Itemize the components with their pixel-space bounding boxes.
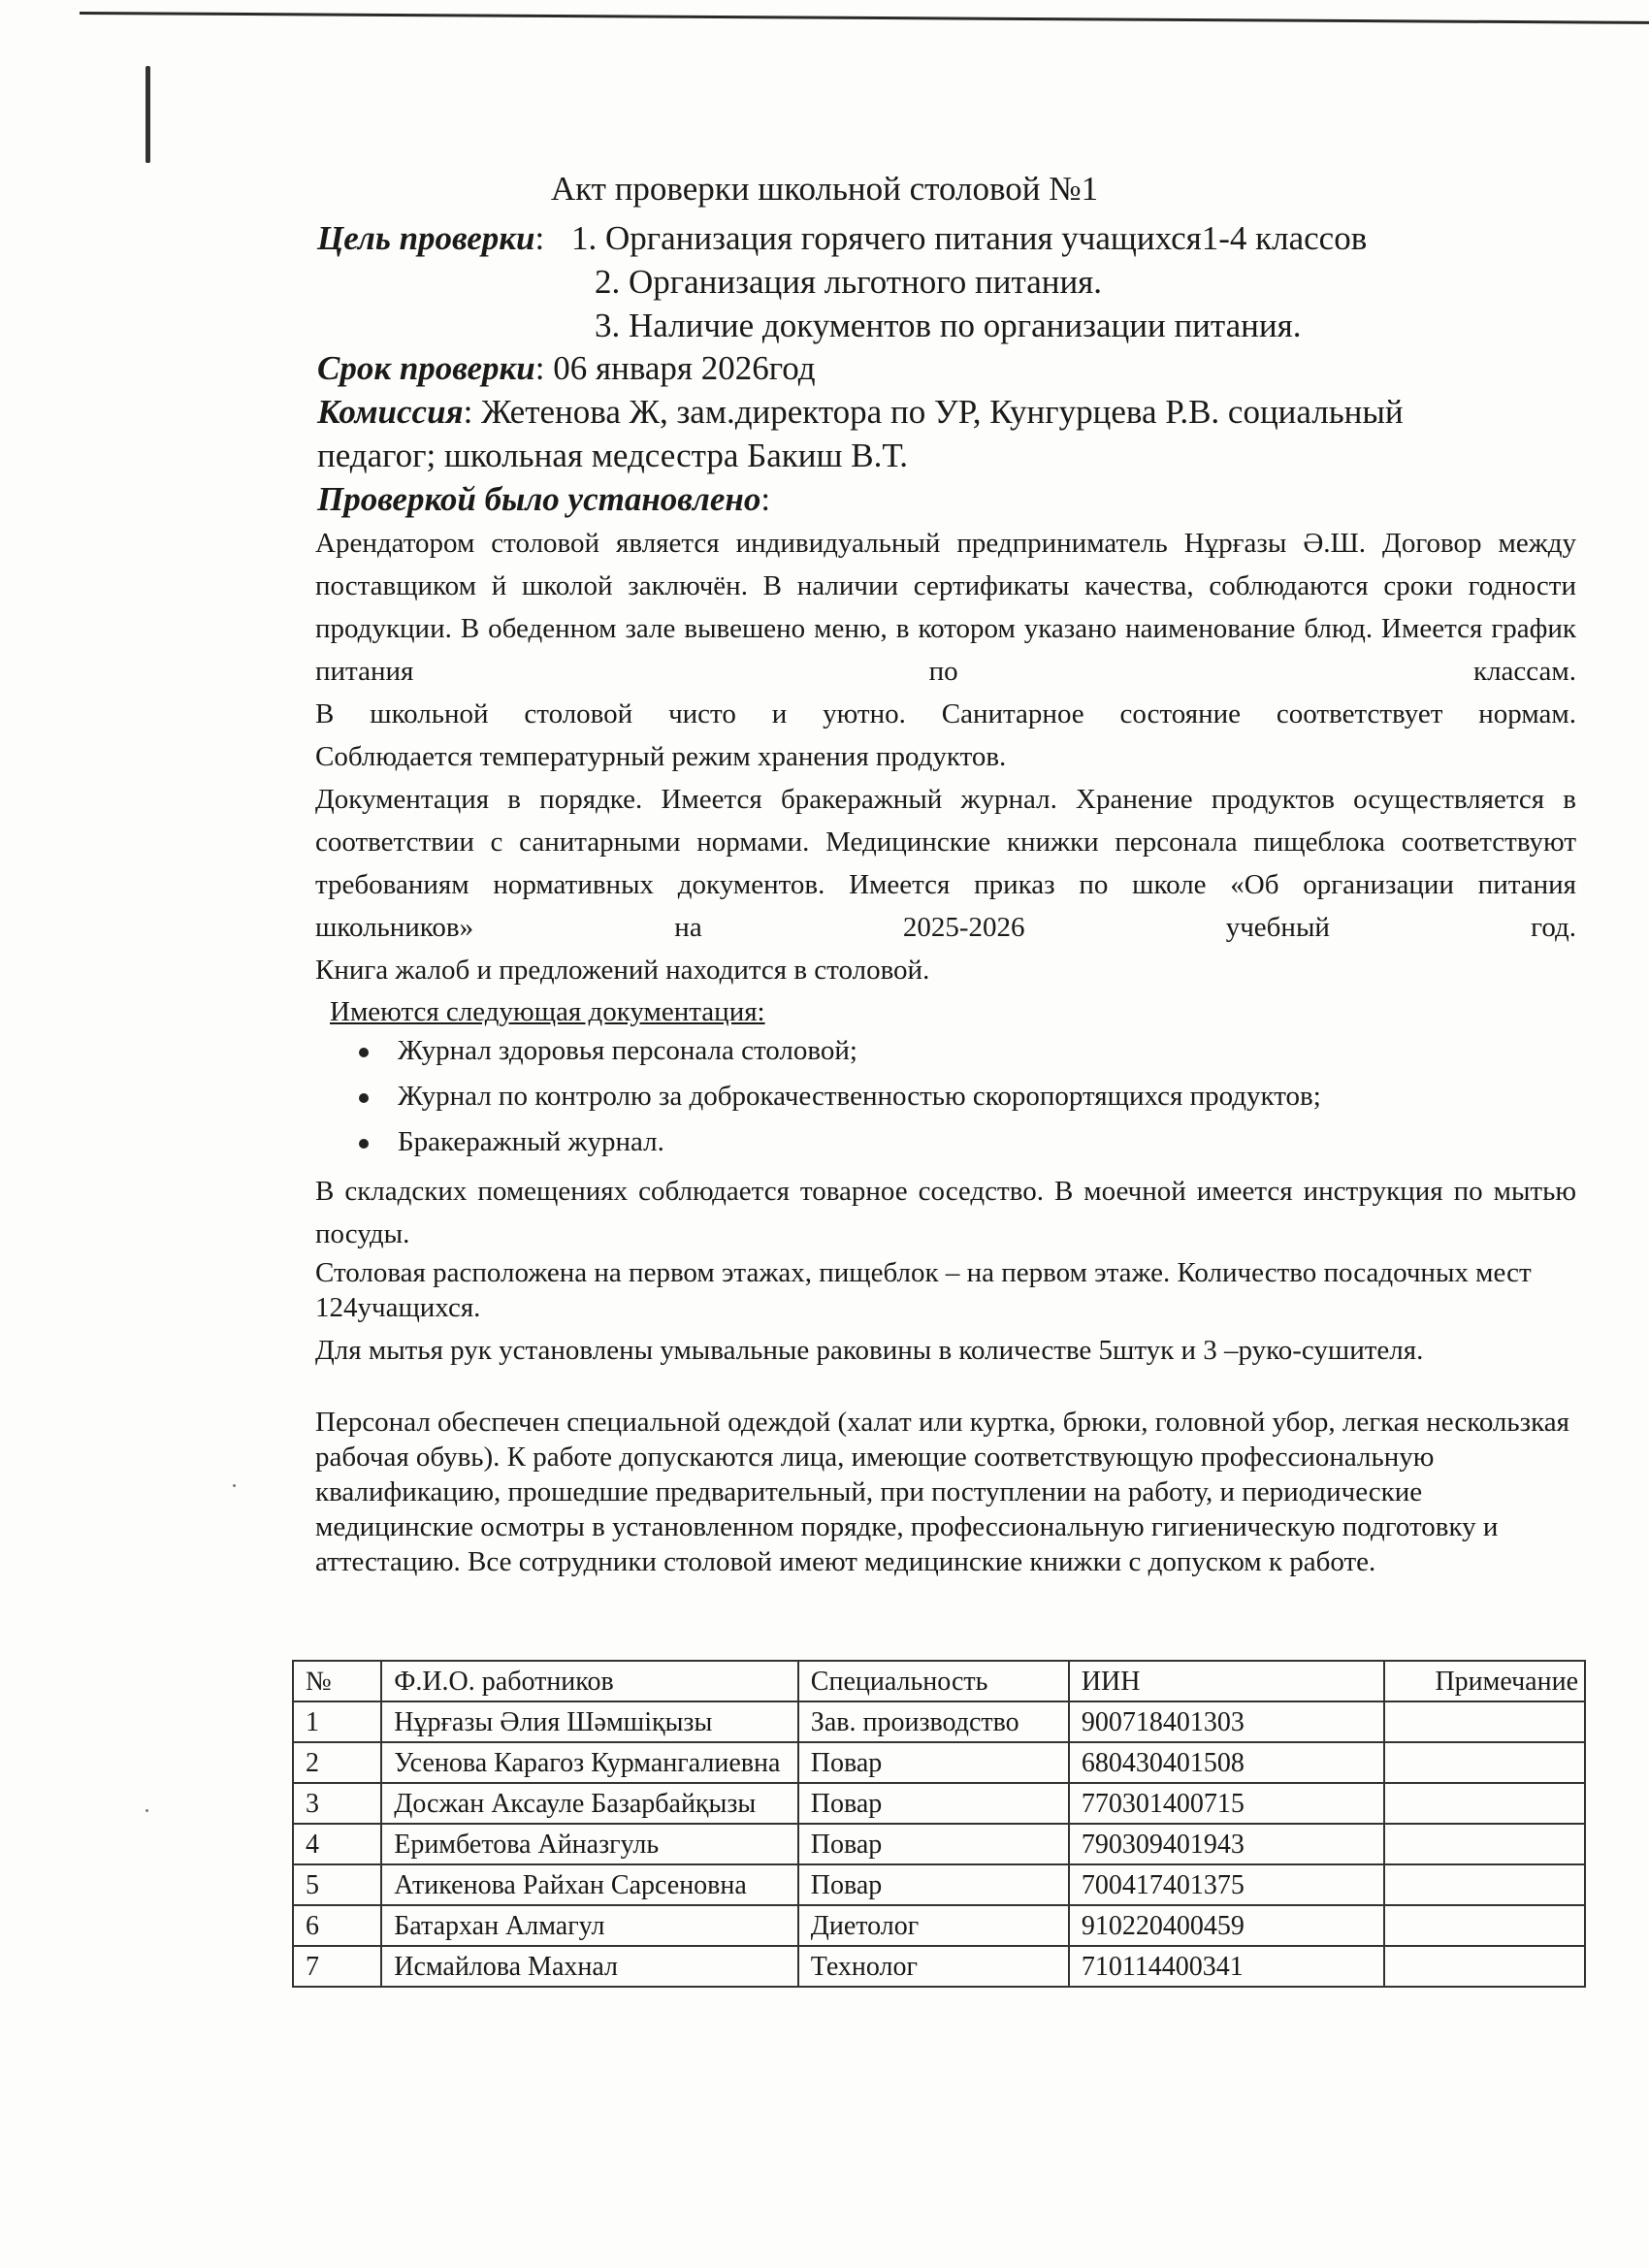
table-row bbox=[293, 1946, 1585, 1987]
cell-name: Усенова Карагоз Курмангалиевна bbox=[381, 1742, 798, 1783]
table-row bbox=[293, 1905, 1585, 1946]
cell-specialty: Повар bbox=[798, 1742, 1069, 1783]
column-header-specialty: Специальность bbox=[798, 1661, 1069, 1701]
purpose-item-1: 1. Организация горячего питания учащихся1-4 классов bbox=[571, 219, 1368, 257]
cell-name: Батархан Алмагул bbox=[381, 1905, 798, 1946]
paragraph-cleanliness: В школьной столовой чисто и уютно. Санитарное состояние соответствует нормам. bbox=[315, 698, 1576, 729]
commission-text-2: педагог; школьная медсестра Бакиш В.Т. bbox=[317, 437, 908, 474]
paragraph-storage: В складских помещениях соблюдается товарное соседство. В моечной имеется инструкция по мытью посуды. bbox=[315, 1176, 1576, 1249]
paragraph-temperature: Соблюдается температурный режим хранения продуктов. bbox=[315, 741, 1007, 772]
column-header-name: Ф.И.О. работников bbox=[381, 1661, 798, 1701]
cell-note bbox=[1384, 1783, 1585, 1824]
purpose-item-2: 2. Организация льготного питания. bbox=[595, 263, 1103, 301]
date-line: Срок проверки: 06 января 2026год bbox=[317, 349, 816, 387]
purpose-item-3: 3. Наличие документов по организации питания. bbox=[595, 307, 1302, 344]
purpose-label: Цель проверки bbox=[317, 219, 535, 257]
cell-note bbox=[1384, 1742, 1585, 1783]
cell-specialty: Повар bbox=[798, 1824, 1069, 1864]
purpose-line: Цель проверки: bbox=[317, 219, 545, 257]
table-row bbox=[293, 1701, 1585, 1742]
column-header-iin: ИИН bbox=[1069, 1661, 1384, 1701]
date-label: Срок проверки bbox=[317, 349, 535, 387]
cell-specialty: Повар bbox=[798, 1864, 1069, 1905]
scan-speck bbox=[233, 1484, 236, 1487]
cell-note bbox=[1384, 1905, 1585, 1946]
cell-name: Еримбетова Айназгуль bbox=[381, 1824, 798, 1864]
scan-mark bbox=[146, 66, 150, 163]
paragraph-handwash: Для мытья рук установлены умывальные раковины в количестве 5штук и 3 –руко-сушителя. bbox=[315, 1335, 1424, 1366]
paragraph-complaint-book: Книга жалоб и предложений находится в столовой. bbox=[315, 955, 930, 986]
cell-number: 6 bbox=[293, 1905, 381, 1946]
commission-label: Комиссия bbox=[317, 393, 464, 431]
bullet-icon bbox=[359, 1139, 369, 1149]
cell-note bbox=[1384, 1824, 1585, 1864]
paragraph-staff-clothing: Персонал обеспечен специальной одеждой (халат или куртка, брюки, головной убор, легкая нескользкая рабочая обувь). К работе допускаются лица, имеющие соответствующую профессиональную квалификацию, прошедшие предварительный, при поступлении на работу, и периодические медицинские осмотры в установленном порядке, профессиональную гигиеническую подготовку и аттестацию. Все сотрудники столовой имеют медицинские книжки с допуском к работе. bbox=[315, 1407, 1569, 1577]
cell-iin: 710114400341 bbox=[1069, 1946, 1384, 1987]
table-row bbox=[293, 1742, 1585, 1783]
cell-name: Досжан Аксауле Базарбайқызы bbox=[381, 1783, 798, 1824]
cell-specialty: Технолог bbox=[798, 1946, 1069, 1987]
cell-specialty: Зав. производство bbox=[798, 1701, 1069, 1742]
cell-number: 2 bbox=[293, 1742, 381, 1783]
docs-heading: Имеются следующая документация: bbox=[330, 996, 765, 1027]
bullet-icon bbox=[359, 1048, 369, 1057]
cell-iin: 910220400459 bbox=[1069, 1905, 1384, 1946]
cell-note bbox=[1384, 1946, 1585, 1987]
staff-table bbox=[292, 1660, 1586, 1988]
table-row bbox=[293, 1824, 1585, 1864]
cell-name: Атикенова Райхан Сарсеновна bbox=[381, 1864, 798, 1905]
findings-line: Проверкой было установлено: bbox=[317, 480, 771, 518]
cell-name: Нұрғазы Әлия Шәмшіқызы bbox=[381, 1701, 798, 1742]
docs-list-item: Журнал по контролю за доброкачественностью скоропортящихся продуктов; bbox=[359, 1081, 1321, 1113]
commission-text-1: Жетенова Ж, зам.директора по УР, Кунгурцева Р.В. социальный bbox=[472, 393, 1404, 431]
docs-list-item: Журнал здоровья персонала столовой; bbox=[359, 1035, 857, 1067]
paragraph-lessee: Арендатором столовой является индивидуальный предприниматель Нұрғазы Ә.Ш. Договор между поставщиком й школой заключён. В наличии сертификаты качества, соблюдаются сроки годности продукции. В обеденном зале вывешено меню, в котором указано наименование блюд. Имеется график питания по классам. bbox=[315, 528, 1576, 687]
cell-iin: 900718401303 bbox=[1069, 1701, 1384, 1742]
cell-note bbox=[1384, 1864, 1585, 1905]
cell-note bbox=[1384, 1701, 1585, 1742]
findings-label: Проверкой было установлено bbox=[317, 480, 761, 518]
table-row bbox=[293, 1864, 1585, 1905]
paragraph-documentation: Документация в порядке. Имеется бракеражный журнал. Хранение продуктов осуществляется в соответствии с санитарными нормами. Медицинские книжки персонала пищеблока соответствуют требованиям нормативных документов. Имеется приказ по школе «Об организации питания школьников» на 2025-2026 учебный год. bbox=[315, 784, 1576, 943]
table-row bbox=[293, 1783, 1585, 1824]
cell-iin: 680430401508 bbox=[1069, 1742, 1384, 1783]
cell-number: 7 bbox=[293, 1946, 381, 1987]
cell-number: 3 bbox=[293, 1783, 381, 1824]
document-title: Акт проверки школьной столовой №1 bbox=[550, 170, 1099, 208]
bullet-icon bbox=[359, 1093, 369, 1103]
cell-number: 4 bbox=[293, 1824, 381, 1864]
column-header-note: Примечание bbox=[1384, 1661, 1585, 1701]
cell-iin: 790309401943 bbox=[1069, 1824, 1384, 1864]
paragraph-location: Столовая расположена на первом этажах, пищеблок – на первом этаже. Количество посадочных мест 124учащихся. bbox=[315, 1257, 1532, 1323]
scan-edge-line bbox=[80, 12, 1649, 24]
cell-specialty: Повар bbox=[798, 1783, 1069, 1824]
column-header-number: № bbox=[293, 1661, 381, 1701]
commission-line: Комиссия: Жетенова Ж, зам.директора по УР, Кунгурцева Р.В. социальный bbox=[317, 393, 1404, 431]
cell-specialty: Диетолог bbox=[798, 1905, 1069, 1946]
date-value: 06 января 2026год bbox=[544, 349, 816, 387]
table-header-row bbox=[293, 1661, 1585, 1701]
cell-name: Исмайлова Махнал bbox=[381, 1946, 798, 1987]
cell-number: 5 bbox=[293, 1864, 381, 1905]
scan-speck bbox=[146, 1809, 148, 1812]
cell-iin: 770301400715 bbox=[1069, 1783, 1384, 1824]
cell-number: 1 bbox=[293, 1701, 381, 1742]
cell-iin: 700417401375 bbox=[1069, 1864, 1384, 1905]
docs-list-item: Бракеражный журнал. bbox=[359, 1126, 664, 1158]
